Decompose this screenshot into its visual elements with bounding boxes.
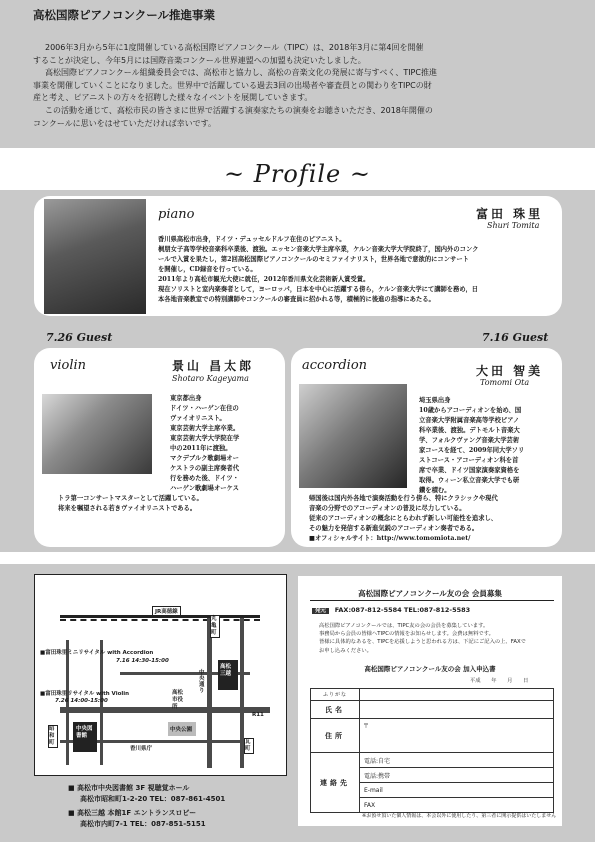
bio-line: 桐朋女子高等学校音楽科卒業後、渡独。エッセン音楽大学主席卒業，ケルン音楽大学大学院終了，国内外のコンク — [158, 246, 479, 253]
contact-label: 連絡先 — [311, 753, 360, 813]
accordionist-bio-side — [419, 396, 524, 496]
map-event-accordion-title: ■富田珠里ミニリサイタル with Accordion — [40, 650, 154, 656]
bio-line: 中の2011年に渡独。 — [170, 445, 232, 452]
bio-line: 香川県高松市出身，ドイツ・デュッセルドルフ在住のピアニスト。 — [158, 236, 346, 243]
form-intro — [319, 622, 526, 655]
furigana-field[interactable] — [360, 689, 554, 701]
map-event-accordion-time: 7.16 14:30-15:00 — [116, 658, 169, 664]
bio-line: 10歳からアコーディオンを始め、国 — [419, 407, 522, 414]
form-intro-line: 高松国際ピアノコンクールでは、TIPC友の会の会員を募集しています。 — [319, 623, 489, 629]
postal-mark: 〒 — [363, 723, 370, 730]
bio-line: ールで入賞を果たし，第2回高松国際ピアノコンクールのセミファイナリスト，世界各地で意欲的にコンサート — [158, 256, 469, 263]
form-contact-numbers: FAX:087-812-5584 TEL:087-812-5583 — [334, 606, 471, 614]
bio-line: 帰国後は国内外各地で演奏活動を行う傍ら、特にクラシックや現代 — [309, 495, 498, 502]
bio-line: 科卒業後、渡独。デトモルト音楽大 — [419, 427, 520, 434]
bio-line: 家コースを経て、2009年同大学ソリ — [419, 447, 525, 454]
violinist-name-jp: 景山 昌太郎 — [172, 359, 255, 373]
bio-line: 立音楽大学附属音楽高等学校ピアノ — [419, 417, 520, 424]
bio-line: ハーゲン歌劇場オーケス — [170, 485, 239, 492]
intro-title: 高松国際ピアノコンクール推進事業 — [33, 8, 216, 22]
application-table — [310, 688, 554, 813]
bio-line: ドイツ・ハーゲン在住の — [170, 405, 239, 412]
bio-line: ストコース・アコーディオン科を首 — [419, 457, 519, 464]
bio-line: 埼玉県出身 — [419, 397, 451, 404]
bio-line: 取得。ウィーン私立音楽大学でも研 — [419, 477, 520, 484]
profile-title: ~ Profile ~ — [224, 160, 371, 188]
pianist-name-en: Shuri Tomita — [487, 221, 540, 230]
violin-instrument-label: violin — [50, 358, 87, 373]
address-label: 住所 — [311, 719, 360, 753]
accordion-instrument-label: accordion — [302, 358, 368, 373]
form-title: 高松国際ピアノコンクール友の会 会員募集 — [358, 589, 502, 598]
form-subtitle: 高松国際ピアノコンクール友の会 加入申込書 — [364, 665, 496, 673]
accordionist-name-en: Tomomi Ota — [480, 378, 530, 387]
bio-line: 従来のアコーディオンの概念にとらわれず新しい可能性を追求し、 — [309, 515, 498, 522]
bio-line: を開催し，CD録音を行っている。 — [158, 266, 257, 273]
intro-line: することが決定し、今年5月には国際音楽コンクール世界連盟への加盟も決定いたしました。 — [33, 55, 366, 65]
pianist-bio — [158, 235, 478, 305]
bio-line: ヴァイオリニスト。 — [170, 415, 226, 422]
map-event-violin-title: ■富田珠里リサイタル with Violin — [40, 691, 130, 697]
phone-mobile-field[interactable]: 電話:携帯 — [360, 768, 554, 783]
bio-line: 席で卒業、ドイツ国家演奏家資格を — [419, 467, 520, 474]
pianist-name-jp: 富田 珠里 — [476, 207, 544, 221]
bio-line: 学、フォルクヴァング音楽大学芸術 — [419, 437, 520, 444]
bio-line: ケストラの副主席奏者代 — [170, 465, 240, 472]
map-road-chuodori — [207, 618, 212, 768]
accordion-guest-date: 7.16 Guest — [482, 331, 549, 344]
intro-line: 事業を開催していくことになりました。世界中で活躍している過去3回の出場者や審査員との関わりをTIPCの財 — [33, 80, 432, 90]
bio-line: マクデブルク歌劇場オー — [170, 455, 239, 462]
bio-line: 東京芸術大学大学院在学 — [170, 435, 240, 442]
violin-guest-date: 7.26 Guest — [46, 331, 113, 344]
form-contact — [312, 606, 470, 615]
map-showacho-label: 昭和町 — [48, 725, 58, 748]
bio-line: 2011年より高松市観光大使に就任，2012年香川県文化芸術新人賞受賞。 — [158, 276, 370, 283]
accordionist-name-jp: 大田 智美 — [476, 364, 544, 378]
pianist-photo — [44, 199, 146, 314]
map-jr-line-label: JR高徳線 — [152, 606, 181, 616]
intro-body — [33, 42, 573, 130]
map-kawaramachi-label: 瓦町 — [244, 738, 254, 754]
venue-2 — [68, 808, 206, 830]
map-railway-ties — [60, 619, 260, 621]
venue-1-address: 高松市昭和町1-2-20 TEL：087-861-4501 — [80, 795, 226, 803]
map-chuo-library-label: 中央図書館 — [76, 726, 93, 739]
map-event-violin-time: 7.26 14:00-15:00 — [55, 698, 108, 704]
form-intro-line: 事務局から会員の皆様へTIPCの情報をお知らせします。会費は無料です。 — [319, 631, 494, 638]
violinist-bio-bottom — [58, 494, 203, 514]
venue-2-address: 高松市内町7-1 TEL：087-851-5151 — [80, 820, 206, 828]
bio-line: トラ第一コンサートマスターとして活躍している。 — [58, 495, 203, 502]
bio-line: 本各地音楽教室での特別講師やコンクールの審査員に招かれる等，積極的に後進の指導にあたる。 — [158, 296, 435, 303]
violinist-bio-side — [170, 394, 239, 494]
form-date-line: 平成 年 月 日 — [470, 678, 529, 684]
phone-home-field[interactable]: 電話:自宅 — [360, 753, 554, 768]
name-label: 氏名 — [311, 701, 360, 719]
map-road-r11 — [60, 707, 270, 713]
email-field[interactable]: E-mail — [360, 783, 554, 798]
venue-1-name: ■ 高松市中央図書館 3F 視聴覚ホール — [68, 784, 190, 792]
intro-line: コンクールに思いをはせていただければ幸いです。 — [33, 118, 217, 128]
intro-line: この活動を通じて、高松市民の皆さまに世界で活躍する演奏家たちの演奏をお聴きいただき、2018年開催の — [45, 105, 433, 115]
violinist-name-en: Shotaro Kageyama — [172, 374, 249, 383]
form-title-rule — [310, 600, 554, 601]
map-chuo-park-label: 中央公園 — [170, 727, 193, 733]
bio-line: 現在ソリストと室内楽奏者として，ヨーロッパ，日本を中心に活躍する傍ら，ケルン音楽大学にて講師を務め，日 — [158, 286, 479, 293]
piano-instrument-label: piano — [158, 207, 195, 222]
intro-line: 2006年3月から5年に1度開催している高松国際ピアノコンクール（TIPC）は、2018年3月に第4回を開催 — [45, 43, 424, 52]
bio-line: その魅力を発信する新進気鋭のアコーディオン奏者である。 — [309, 525, 479, 532]
map-mitsukoshi-label: 高松三越 — [220, 664, 232, 677]
form-intro-line: 皆様に具体的なあるを、TIPCを応援しようと思われる方は、下記にご記入の上、FAXで — [319, 639, 526, 646]
venue-2-name: ■ 高松三越 本館1F エントランスロビー — [68, 809, 197, 817]
official-site-link[interactable]: ■オフィシャルサイト：http://www.tomomiota.net/ — [309, 535, 471, 542]
furigana-label: ふりがな — [311, 689, 360, 701]
map-kagawa-label: 香川県庁 — [130, 746, 153, 752]
accordionist-photo — [299, 384, 407, 488]
fax-field[interactable]: FAX — [360, 798, 554, 813]
bio-line: 東京芸術大学主席卒業。 — [170, 425, 240, 432]
intro-line: 高松国際ピアノコンクール組織委員会では、高松市と協力し、高松の音楽文化の発展に寄与すべく、TIPC推進 — [45, 68, 437, 78]
map-city-hall-label: 高松市役所 — [172, 690, 184, 710]
map-chuodori-label: 中央通り — [199, 670, 205, 694]
venue-1 — [68, 783, 225, 805]
intro-line: 産と考え、ピアニストの方々を招聘した様々なイベントを展開していきます。 — [33, 93, 313, 103]
form-contact-tag: 発元 — [312, 608, 329, 614]
form-intro-line: お申し込みください。 — [319, 647, 372, 654]
accordionist-bio-bottom — [309, 494, 498, 544]
bio-line: 行を務めた後、ドイツ・ — [170, 475, 239, 482]
violinist-photo — [42, 394, 152, 474]
address-field[interactable] — [360, 719, 554, 753]
map-r11-label: R11 — [252, 712, 264, 718]
bio-line: 鑽を積む。 — [419, 487, 451, 494]
bio-line: 東京都出身 — [170, 395, 202, 402]
bio-line: 将来を嘱望される若きヴァイオリニストである。 — [58, 505, 197, 512]
map-marugame-label: 丸亀町 — [210, 615, 220, 638]
bio-line: 音楽の分野でのアコーディオンの普及に尽力している。 — [309, 505, 466, 512]
form-footnote: ※お預せ頂いた個人情報は、本会以外に使用したり、第三者に開示提供はいたしません — [362, 813, 557, 819]
name-field[interactable] — [360, 701, 554, 719]
